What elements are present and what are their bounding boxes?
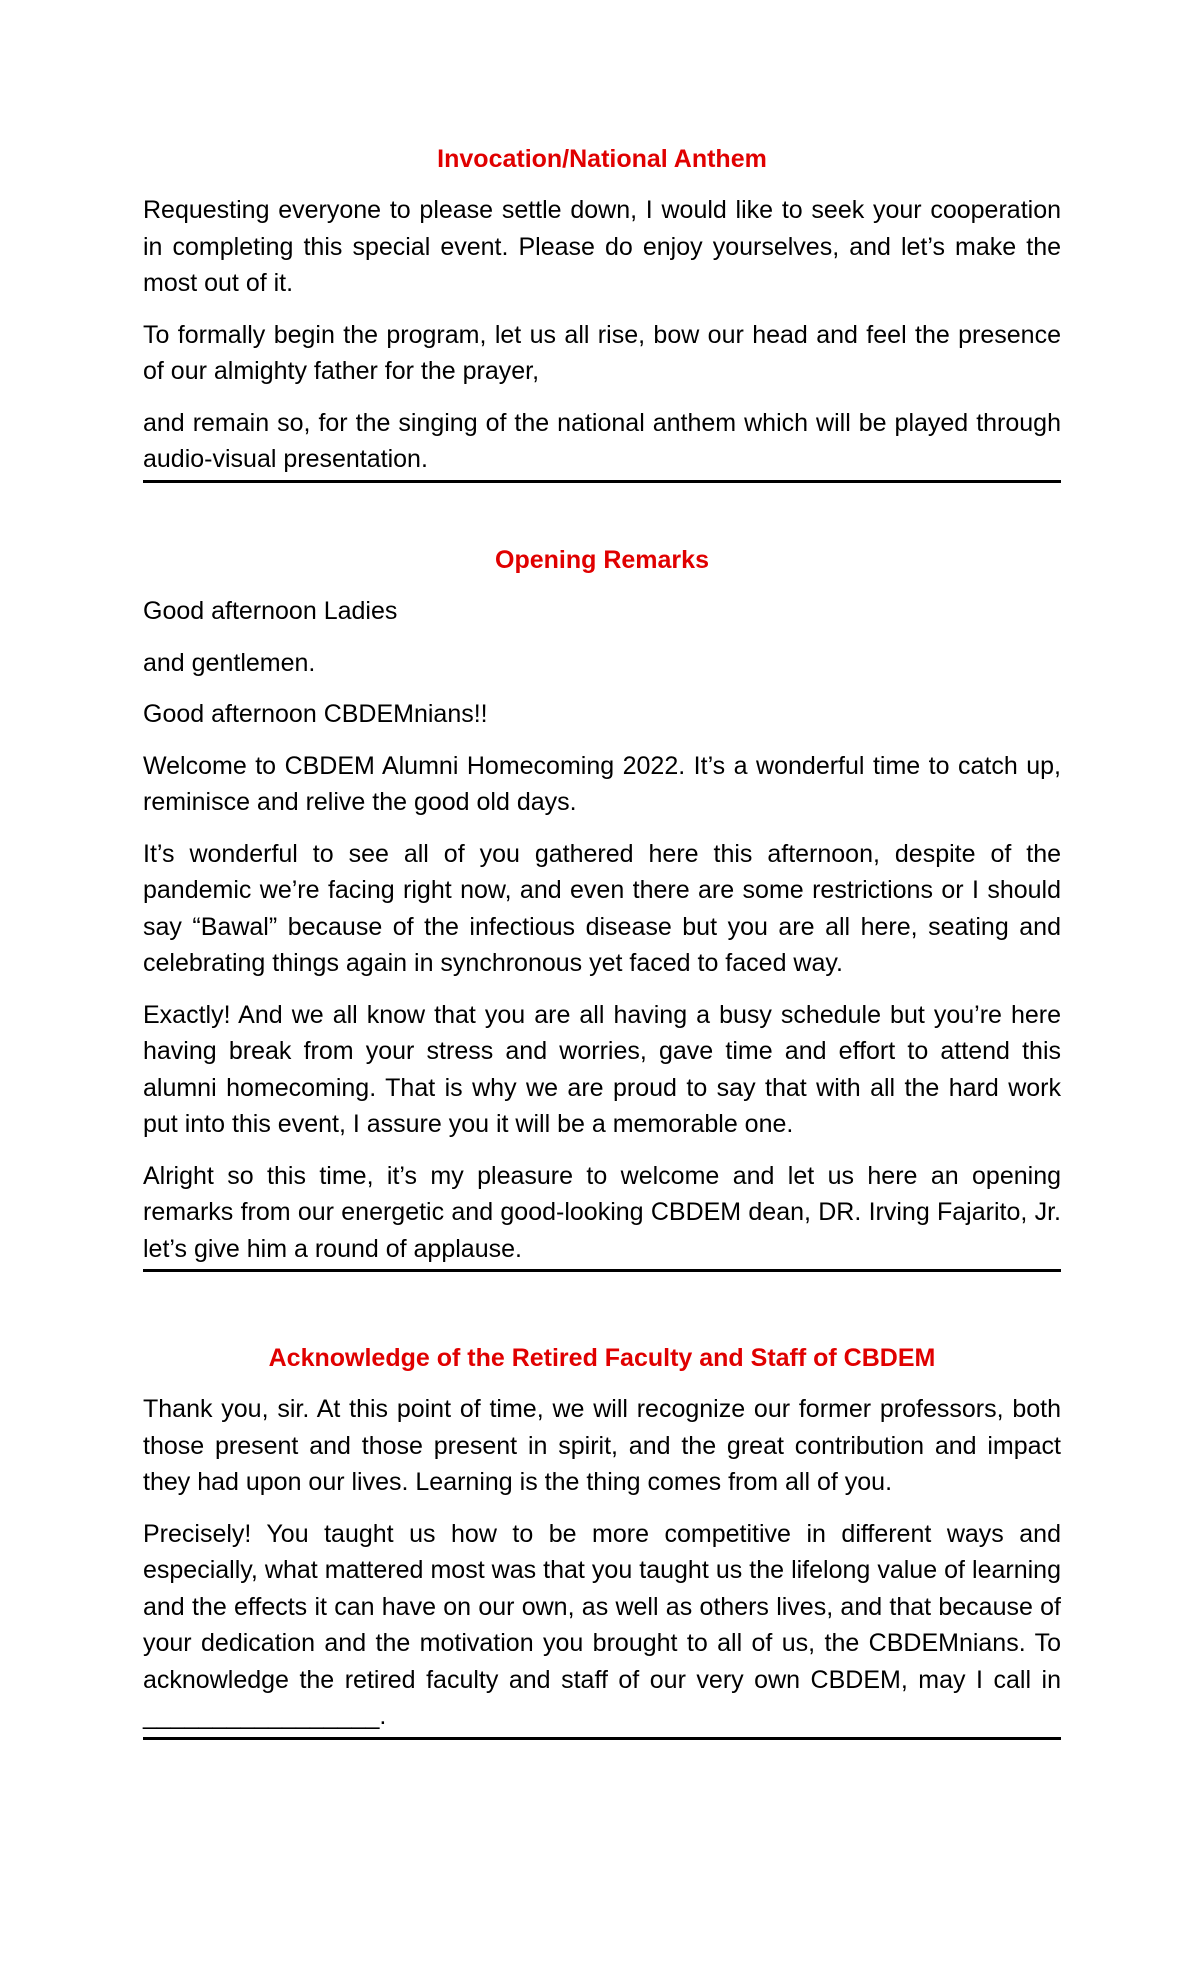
- paragraph: Precisely! You taught us how to be more competitive in different ways and especially, what mattered most was that you taught us the lifelong value of learning and the effects it can have on our own, as well as others lives, and that because of your dedication and the motivation you brought to all of us, the CBDEMnians. To acknowledge the retired faculty and staff of our very own CBDEM, may I call in _________________.: [143, 1519, 1061, 1730]
- paragraph: and gentlemen.: [143, 648, 316, 677]
- paragraph: Thank you, sir. At this point of time, we will recognize our former professors, both those present and those present in spirit, and the great contribution and impact they had upon our lives. Learning is the thing comes from all of you.: [143, 1395, 1061, 1496]
- paragraph: and remain so, for the singing of the national anthem which will be played through audio-visual presentation.: [143, 408, 1061, 473]
- section-divider: [143, 480, 1061, 483]
- paragraph: Good afternoon Ladies: [143, 597, 398, 625]
- section-heading: Invocation/National Anthem: [437, 145, 767, 173]
- section-opening-remarks: [143, 542, 1061, 1272]
- paragraph: Welcome to CBDEM Alumni Homecoming 2022. It’s a wonderful time to catch up, reminisce and relive the good old days.: [143, 751, 1061, 816]
- section-heading: Acknowledge of the Retired Faculty and Staff of CBDEM: [268, 1344, 936, 1372]
- paragraph: Alright so this time, it’s my pleasure to welcome and let us here an opening remarks from our energetic and good-looking CBDEM dean, DR. Irving Fajarito, Jr. let’s give him a round of applause.: [143, 1161, 1061, 1263]
- section-divider: [143, 1269, 1061, 1272]
- section-invocation: [143, 141, 1061, 483]
- section-heading: Opening Remarks: [495, 546, 709, 574]
- paragraph: Requesting everyone to please settle down, I would like to seek your cooperation in completing this special event. Please do enjoy yourselves, and let’s make the most out of it.: [143, 196, 1061, 297]
- paragraph: Good afternoon CBDEMnians!!: [143, 700, 488, 728]
- paragraph: It’s wonderful to see all of you gathered here this afternoon, despite of the pandemic we’re facing right now, and even there are some restrictions or I should say “Bawal” because of the infectious disease but you are all here, seating and celebrating things again in synchronous yet faced to faced way.: [143, 839, 1061, 977]
- paragraph: To formally begin the program, let us all rise, bow our head and feel the presence of our almighty father for the prayer,: [143, 320, 1061, 385]
- paragraph: Exactly! And we all know that you are all having a busy schedule but you’re here having break from your stress and worries, gave time and effort to attend this alumni homecoming. That is why we are proud to say that with all the hard work put into this event, I assure you it will be a memorable one.: [143, 1000, 1061, 1138]
- section-acknowledge-retired: [143, 1340, 1061, 1740]
- section-divider: [143, 1737, 1061, 1740]
